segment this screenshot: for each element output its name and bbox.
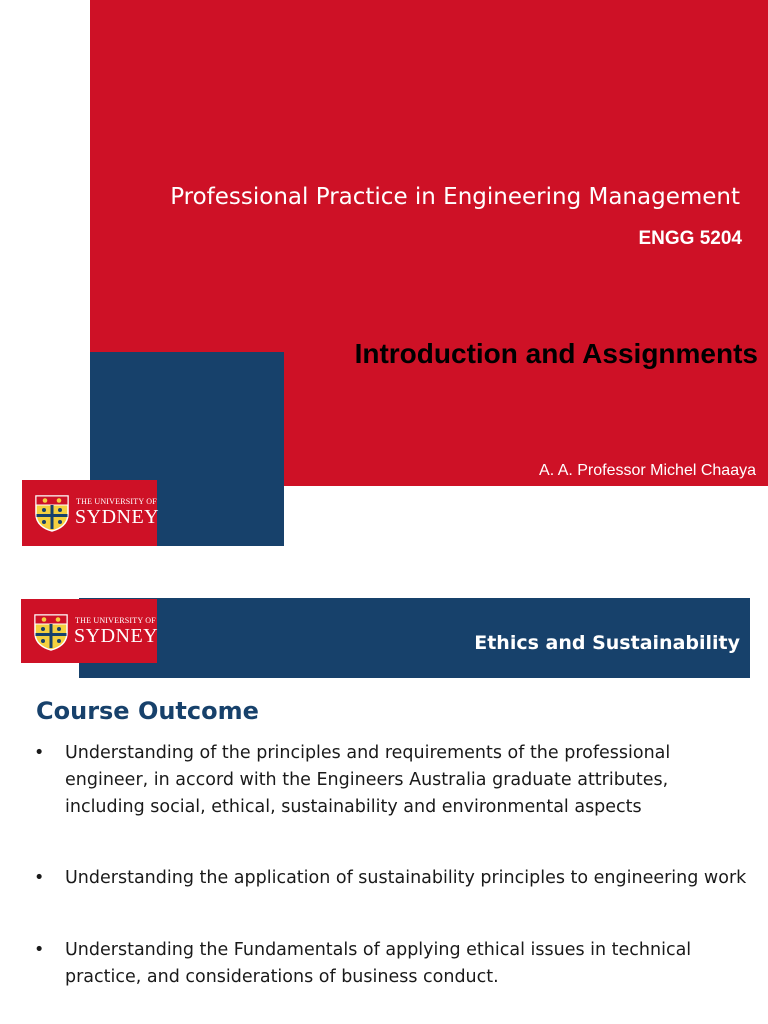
lecture-title: Introduction and Assignments	[354, 338, 758, 369]
course-code: ENGG 5204	[638, 228, 742, 249]
list-item	[34, 740, 750, 821]
bullet-icon: •	[34, 743, 45, 763]
list-item-text: Understanding the Fundamentals of applying ethical issues in technical practice, and considerations of business conduct.	[65, 940, 692, 987]
logo-university-of-text: THE UNIVERSITY OF	[75, 616, 156, 625]
logo-university-of-text: THE UNIVERSITY OF	[76, 497, 157, 506]
logo-sydney-text: SYDNEY	[75, 506, 160, 528]
list-item	[34, 865, 750, 892]
university-crest-icon	[34, 494, 70, 532]
course-title: Professional Practice in Engineering Management	[170, 184, 740, 210]
presenter-name: A. A. Professor Michel Chaaya	[539, 462, 756, 479]
outcome-list	[34, 740, 750, 991]
list-item-text: Understanding of the principles and requirements of the professional engineer, in accord with the Engineers Australia graduate attributes, including social, ethical, sustainability and environmental aspects	[65, 743, 671, 817]
list-item-text: Understanding the application of sustainability principles to engineering work	[65, 868, 747, 888]
university-crest-icon	[33, 613, 69, 651]
bullet-icon: •	[34, 940, 45, 960]
section-title: Ethics and Sustainability	[474, 632, 740, 654]
course-outcome-heading: Course Outcome	[36, 697, 259, 725]
university-logo	[22, 480, 160, 546]
university-logo	[21, 599, 157, 663]
logo-sydney-text: SYDNEY	[74, 625, 159, 647]
list-item	[34, 937, 750, 991]
bullet-icon: •	[34, 868, 45, 888]
